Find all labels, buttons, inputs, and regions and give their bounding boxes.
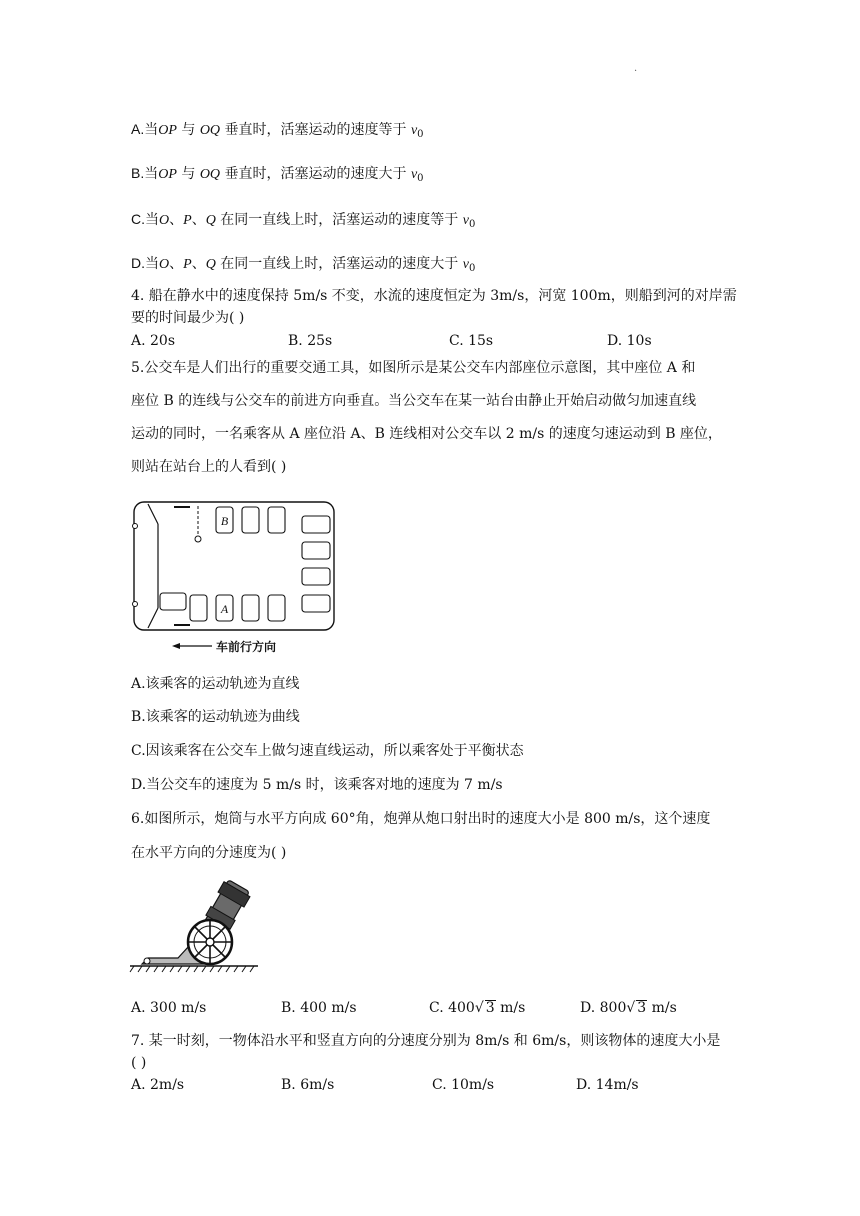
q3-a-v: v [410,123,418,138]
q3-b-op: OP [158,167,177,182]
seat [302,568,330,585]
seat [302,595,330,612]
q7-options [131,1074,731,1096]
q4-option-a: A. 20s [131,333,176,349]
q3-c-sep2: 、 [191,212,206,228]
q3-d-p: P [183,257,192,272]
q3-c-text: 在同一直线上时，活塞运动的速度等于 [215,212,463,228]
q5-option-a: A.该乘客的运动轨迹为直线 [131,676,300,692]
seat [242,595,259,621]
q3-b-prefix: B.当 [131,165,159,181]
bus-seat-diagram [128,494,344,662]
q3-b-mid: 与 [176,166,200,182]
q6-option-c-coef: C. 400 [429,1000,475,1016]
q5-stem-line2: 座位 B 的连线与公交车的前进方向垂直。当公交车在某一站台由静止开始启动做匀加速直线 [131,393,697,409]
q3-d-sep2: 、 [191,256,206,272]
arrow-left-icon [172,643,180,649]
q5-option-b: B.该乘客的运动轨迹为曲线 [131,709,300,725]
q3-option-c [131,208,475,236]
q3-a-text: 垂直时，活塞运动的速度等于 [220,122,411,138]
q3-d-v-sub: 0 [468,263,476,274]
q3-c-o: O [159,213,170,228]
q6-options [131,997,731,1019]
q6-stem-line2: 在水平方向的分速度为( ) [131,845,287,861]
q4-option-c: C. 15s [449,333,494,349]
q3-c-p: P [183,213,192,228]
q7-option-c: C. 10m/s [432,1077,495,1093]
seat [268,507,285,533]
q3-a-v-sub: 0 [417,129,424,140]
q4-options [131,330,731,352]
q6-option-d-unit: m/s [647,1000,677,1016]
q3-d-text: 在同一直线上时，活塞运动的速度大于 [215,256,463,272]
q6-option-d: D. 800√ 3 m/s [580,1000,677,1016]
seat [268,595,285,621]
q3-a-mid: 与 [176,122,200,138]
q3-d-o: O [159,257,170,272]
q7-option-b: B. 6m/s [281,1077,335,1093]
q3-c-sep1: 、 [169,212,184,228]
q3-b-text: 垂直时，活塞运动的速度大于 [220,166,411,182]
q3-option-d [131,252,475,280]
q3-option-b [131,162,424,190]
q5-stem-line1: 5.公交车是人们出行的重要交通工具，如图所示是某公交车内部座位示意图，其中座位 A 和 [131,360,696,376]
q3-b-v-sub: 0 [417,173,424,184]
q6-option-d-coef: D. 800 [580,1000,627,1016]
q7-stem-line1: 7. 某一时刻，一物体沿水平和竖直方向的分速度分别为 8m/s 和 6m/s，则该物体的速度大小是 [131,1033,721,1049]
q5-stem-line4: 则站在站台上的人看到( ) [131,459,287,475]
q6-option-a: A. 300 m/s [131,1000,207,1016]
seat [160,593,186,610]
seat [190,595,207,621]
q5-stem-line3: 运动的同时，一名乘客从 A 座位沿 A、B 连线相对公交车以 2 m/s 的速度匀速运动到 B 座位， [131,426,722,442]
cannon-figure [128,874,260,974]
seat-b-label: B [220,514,229,528]
seat [302,542,330,559]
q3-c-prefix: C.当 [131,211,159,227]
header-mark: · [634,66,638,77]
q6-option-c: C. 400√ 3 m/s [429,1000,526,1016]
q6-option-d-radicand: 3 [637,1000,647,1016]
seat [302,516,330,533]
q5-option-d: D.当公交车的速度为 5 m/s 时，该乘客对地的速度为 7 m/s [131,777,503,793]
q4-option-b: B. 25s [288,333,333,349]
q5-option-c: C.因该乘客在公交车上做匀速直线运动，所以乘客处于平衡状态 [131,743,524,759]
q4-option-d: D. 10s [607,333,652,349]
q3-d-sep1: 、 [169,256,184,272]
q3-a-oq: OQ [199,123,221,138]
q6-stem-line1: 6.如图所示，炮筒与水平方向成 60°角，炮弹从炮口射出时的速度大小是 800 m/s，这个速度 [131,811,711,827]
q3-d-v: v [462,257,469,272]
q3-a-prefix: A.当 [131,121,159,137]
q6-option-c-radicand: 3 [485,1000,495,1016]
q6-option-b: B. 400 m/s [281,1000,357,1016]
q3-c-v-sub: 0 [468,219,476,230]
seat-a-label: A [220,602,229,616]
q7-option-a: A. 2m/s [131,1077,185,1093]
q7-stem-line2: ( ) [131,1055,147,1071]
q3-a-op: OP [158,123,177,138]
q3-b-oq: OQ [199,167,221,182]
direction-label: 车前行方向 [216,640,277,654]
q3-b-v: v [410,167,418,182]
q7-option-d: D. 14m/s [576,1077,639,1093]
q4-stem-line2: 要的时间最少为( ) [131,310,245,326]
q3-option-a [131,118,424,146]
q3-d-q: Q [205,257,216,272]
q3-c-v: v [462,213,469,228]
q3-c-q: Q [205,213,216,228]
q3-d-prefix: D.当 [131,255,159,271]
seat [242,507,259,533]
q6-option-c-unit: m/s [495,1000,526,1016]
q4-stem-line1: 4. 船在静水中的速度保持 5m/s 不变，水流的速度恒定为 3m/s，河宽 100m，则船到河的对岸需 [131,288,737,304]
